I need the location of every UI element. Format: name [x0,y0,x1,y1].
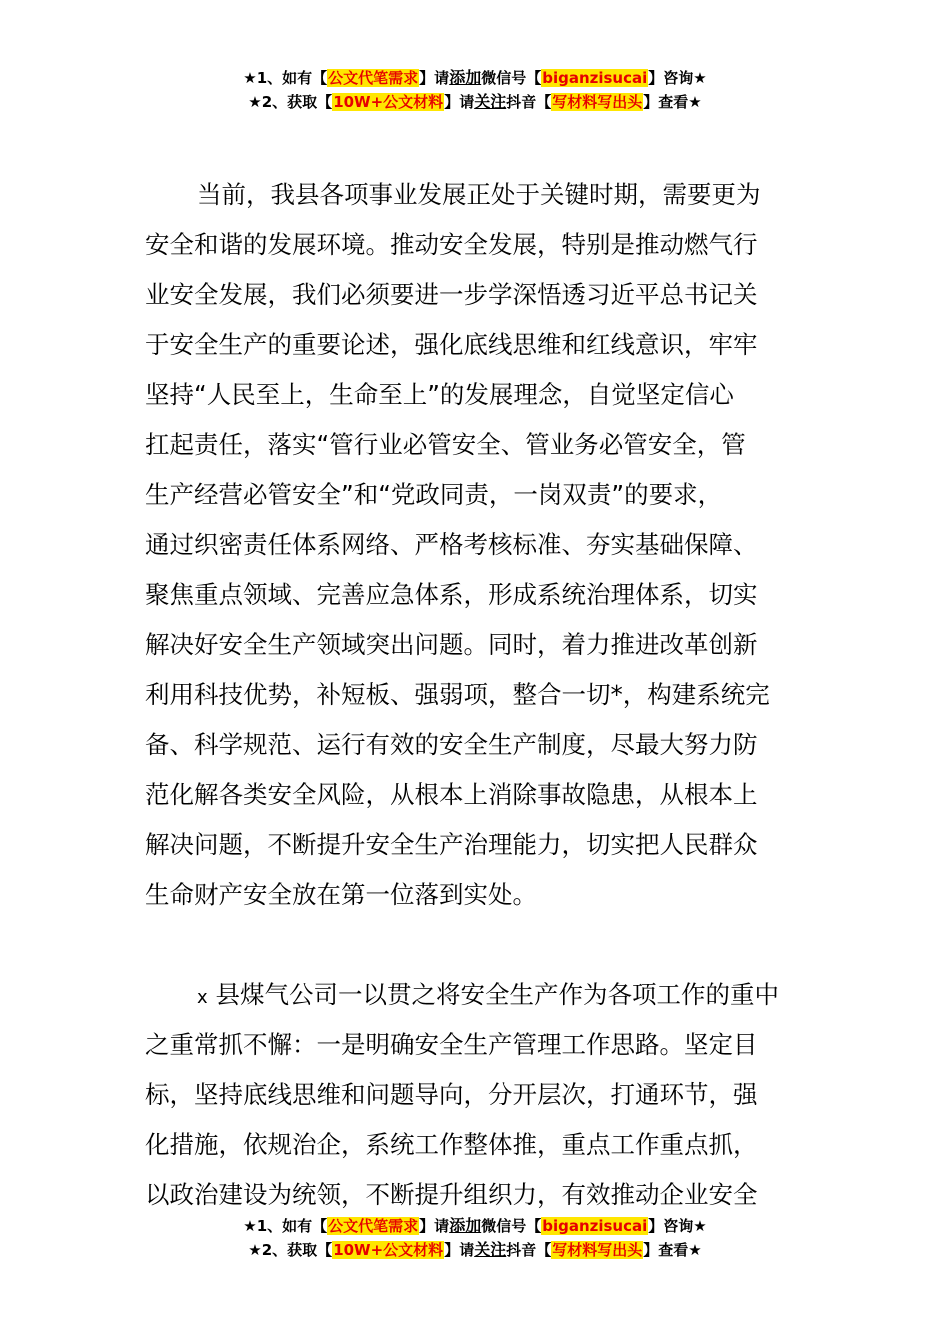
highlight-materials: 10W+公文材料 [333,93,444,111]
paragraph-line: 解决问题，不断提升安全生产治理能力，切实把人民群众 [145,830,758,859]
header-promo-line-2: ★2、获取【10W+公文材料】请关注抖音【写材料写出头】查看★ [248,92,702,111]
paragraph-line: 生产经营必管安全”和“党政同责，一岗双责”的要求， [145,480,723,509]
paragraph-line: 扛起责任，落实“管行业必管安全、管业务必管安全，管 [145,430,746,459]
footer-promo-line-1: ★1、如有【公文代笔需求】请添加微信号【biganzisucai】咨询★ [243,1216,707,1235]
paragraph-line: 生命财产安全放在第一位落到实处。 [145,880,537,909]
highlight-wechat-id: biganzisucai [542,69,648,87]
paragraph-line: 通过织密责任体系网络、严格考核标准、夯实基础保障、 [145,530,758,559]
paragraph-line: 利用科技优势，补短板、强弱项，整合一切*，构建系统完 [145,680,770,709]
paragraph-line: 业安全发展，我们必须要进一步学深悟透习近平总书记关 [145,280,758,309]
body-paragraph-2 [145,970,810,1220]
highlight-service: 公文代笔需求 [328,69,419,87]
paragraph-line: 化措施，依规治企，系统工作整体推，重点工作重点抓， [145,1130,758,1159]
footer-promo-line-2: ★2、获取【10W+公文材料】请关注抖音【写材料写出头】查看★ [248,1240,702,1259]
highlight-service: 公文代笔需求 [328,1217,419,1235]
paragraph-line: 以政治建设为统领，不断提升组织力，有效推动企业安全 [145,1180,758,1209]
highlight-douyin: 写材料写出头 [552,1241,643,1259]
paragraph-line: 备、科学规范、运行有效的安全生产制度，尽最大努力防 [145,730,758,759]
paragraph-line: 聚焦重点领域、完善应急体系，形成系统治理体系，切实 [145,580,758,609]
paragraph-line: 于安全生产的重要论述，强化底线思维和红线意识，牢牢 [145,330,758,359]
highlight-douyin: 写材料写出头 [552,93,643,111]
highlight-wechat-id: biganzisucai [542,1217,648,1235]
highlight-materials: 10W+公文材料 [333,1241,444,1259]
paragraph-line: 安全和谐的发展环境。推动安全发展，特别是推动燃气行 [145,230,758,259]
body-paragraph-1 [145,170,810,920]
paragraph-line: 范化解各类安全风险，从根本上消除事故隐患，从根本上 [145,780,758,809]
paragraph-line: x 县煤气公司一以贯之将安全生产作为各项工作的重中 [197,980,779,1009]
paragraph-lead: x [197,987,208,1008]
header-promo [0,66,950,114]
paragraph-line: 当前，我县各项事业发展正处于关键时期，需要更为 [197,180,761,209]
paragraph-line: 解决好安全生产领域突出问题。同时，着力推进改革创新 [145,630,758,659]
paragraph-line: 之重常抓不懈：一是明确安全生产管理工作思路。坚定目 [145,1030,758,1059]
paragraph-line: 坚持“人民至上，生命至上”的发展理念，自觉坚定信心 [145,380,734,409]
paragraph-line: 标，坚持底线思维和问题导向，分开层次，打通环节，强 [145,1080,758,1109]
header-promo-line-1: ★1、如有【公文代笔需求】请添加微信号【biganzisucai】咨询★ [243,68,707,87]
footer-promo [0,1214,950,1262]
